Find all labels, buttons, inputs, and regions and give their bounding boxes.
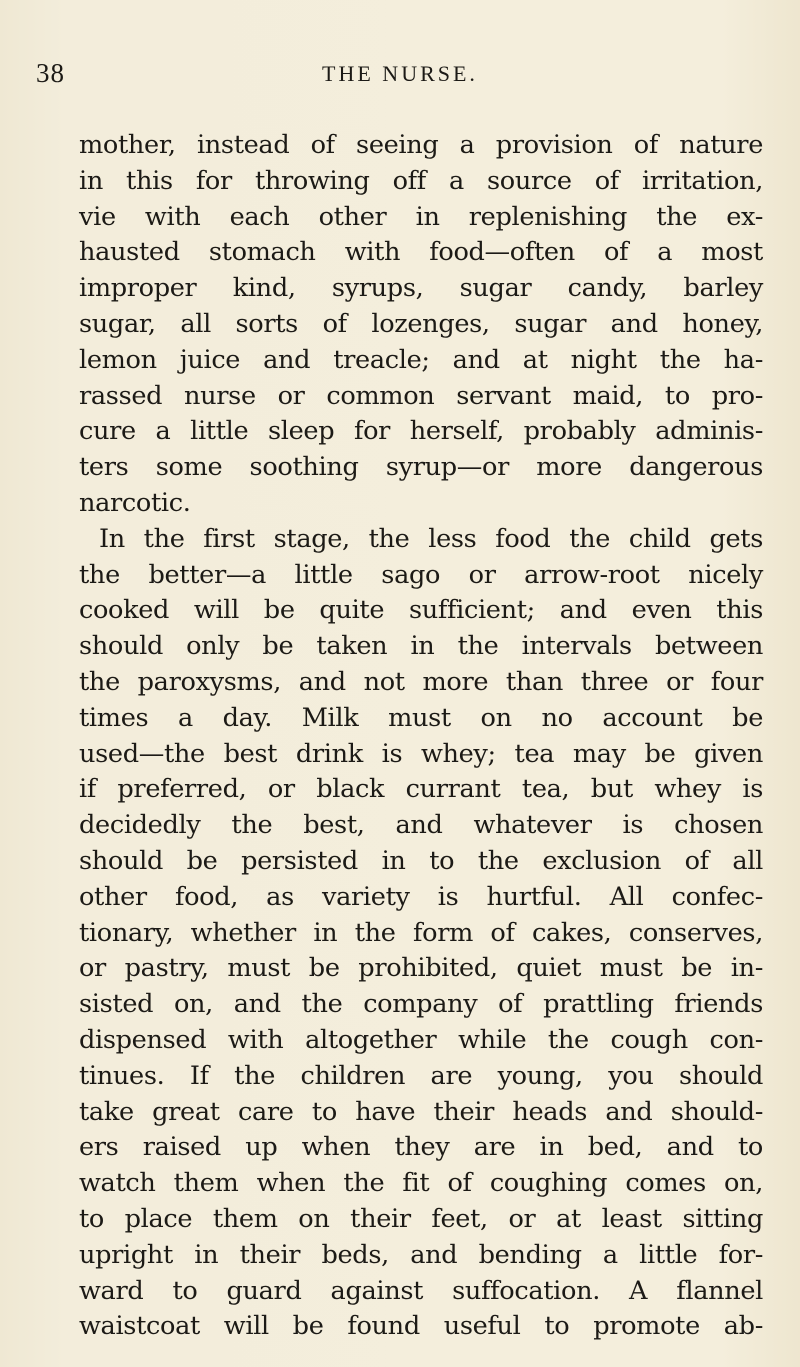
- text-line: cure a little sleep for herself, probably adminis-: [79, 416, 763, 447]
- text-line: cooked will be quite sufficient; and even this: [79, 595, 763, 626]
- text-line: if preferred, or black currant tea, but whey is: [79, 774, 763, 805]
- text-line: the paroxysms, and not more than three or four: [79, 666, 763, 697]
- text-line: times a day. Milk must on no account be: [79, 702, 763, 733]
- text-line: to place them on their feet, or at least sitting: [79, 1203, 763, 1234]
- text-line: narcotic.: [79, 487, 191, 518]
- text-line: other food, as variety is hurtful. All confec-: [79, 881, 763, 912]
- text-line: mother, instead of seeing a provision of nature: [79, 130, 763, 160]
- text-line: improper kind, syrups, sugar candy, barley: [79, 273, 763, 304]
- text-line: sisted on, and the company of prattling friends: [79, 989, 763, 1020]
- text-line: take great care to have their heads and should-: [79, 1096, 763, 1127]
- text-line: upright in their beds, and bending a little for-: [79, 1239, 763, 1270]
- text-line: tinues. If the children are young, you should: [79, 1060, 763, 1091]
- text-line: used—the best drink is whey; tea may be given: [79, 738, 763, 769]
- page-number: 38: [36, 58, 65, 88]
- page-header: [0, 58, 800, 98]
- text-line: in this for throwing off a source of irritation,: [79, 165, 763, 196]
- text-line: In the first stage, the less food the child gets: [99, 523, 763, 554]
- text-line: ward to guard against suffocation. A flannel: [79, 1275, 763, 1306]
- text-line: decidedly the best, and whatever is chosen: [79, 810, 763, 841]
- text-line: lemon juice and treacle; and at night the ha-: [79, 344, 763, 375]
- text-line: vie with each other in replenishing the ex-: [79, 201, 763, 232]
- body-text: [79, 128, 763, 1345]
- text-line: dispensed with altogether while the cough con-: [79, 1024, 763, 1055]
- text-line: tionary, whether in the form of cakes, conserves,: [79, 917, 763, 948]
- text-line: sugar, all sorts of lozenges, sugar and honey,: [79, 308, 763, 339]
- text-line: or pastry, must be prohibited, quiet must be in-: [79, 953, 763, 984]
- text-line: ters some soothing syrup—or more dangerous: [79, 452, 763, 483]
- text-line: should only be taken in the intervals between: [79, 631, 763, 662]
- text-line: should be persisted in to the exclusion of all: [79, 845, 763, 876]
- text-line: ers raised up when they are in bed, and to: [79, 1132, 763, 1163]
- text-line: watch them when the fit of coughing comes on,: [79, 1168, 763, 1199]
- text-line: hausted stomach with food—often of a most: [79, 237, 763, 268]
- text-line: waistcoat will be found useful to promote ab-: [79, 1311, 763, 1342]
- running-head: THE NURSE.: [322, 61, 478, 86]
- text-line: the better—a little sago or arrow-root nicely: [79, 559, 763, 590]
- text-line: rassed nurse or common servant maid, to pro-: [79, 380, 763, 411]
